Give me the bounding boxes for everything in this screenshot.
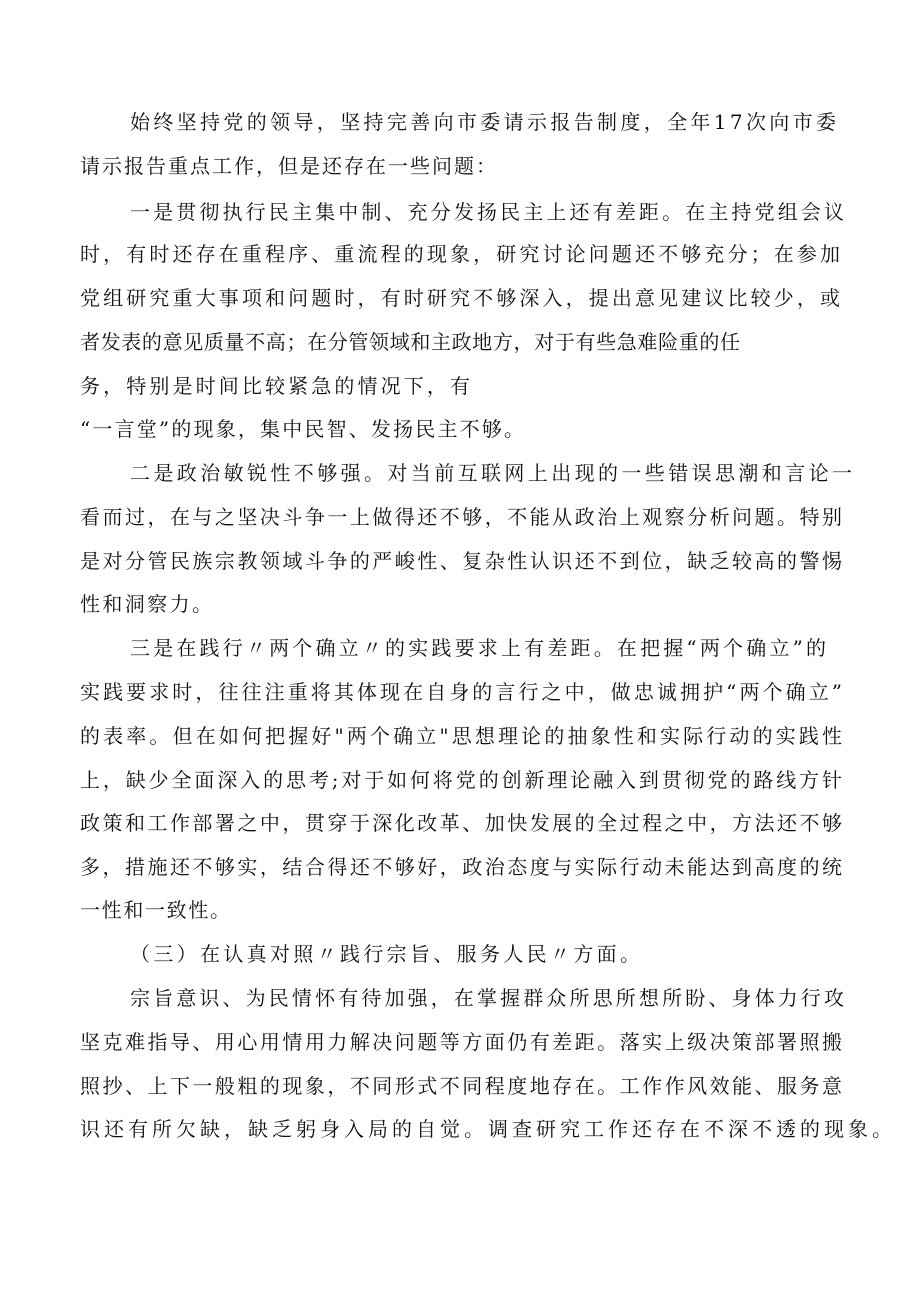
text-line: 者发表的意见质量不高；在分管领域和主政地方，对于有些急难险重的任 xyxy=(80,330,741,354)
text-line: 二是政治敏锐性不够强。对当前互联网上出现的一些错误思潮和言论一 xyxy=(130,461,856,485)
text-line: 多，措施还不够实，结合得还不够好，政治态度与实际行动未能达到高度的统 xyxy=(80,855,845,879)
text-line: 是对分管民族宗教领域斗争的严峻性、复杂性认识还不到位，缺乏较高的警惕 xyxy=(80,549,845,573)
text-line: 始终坚持党的领导，坚持完善向市委请示报告制度，全年17次向市委 xyxy=(130,110,840,134)
text-line: 一性和一致性。 xyxy=(80,898,232,922)
text-line: 党组研究重大事项和问题时，有时研究不够深入，提出意见建议比较少，或 xyxy=(80,286,844,310)
text-line: 务，特别是时间比较紧急的情况下，有 xyxy=(80,374,474,398)
text-line: 照抄、上下一般粗的现象，不同形式不同程度地存在。工作作风效能、服务意 xyxy=(80,1074,845,1098)
text-line: 看而过，在与之坚决斗争一上做得还不够，不能从政治上观察分析问题。特别 xyxy=(80,505,845,529)
text-line: 识还有所欠缺，缺乏躬身入局的自觉。调查研究工作还存在不深不透的现象。 xyxy=(80,1117,896,1141)
text-line: “一言堂”的现象，集中民智、发扬民主不够。 xyxy=(80,417,527,441)
text-line: 时，有时还存在重程序、重流程的现象，研究讨论问题还不够充分；在参加 xyxy=(80,242,844,266)
text-line: 政策和工作部署之中，贯穿于深化改革、加快发展的全过程之中，方法还不够 xyxy=(80,811,845,835)
text-line: 一是贯彻执行民主集中制、充分发扬民主上还有差距。在主持党组会议 xyxy=(130,200,848,224)
text-line: 请示报告重点工作，但是还存在一些问题： xyxy=(80,154,498,178)
text-line: 的表率。但在如何把握好"两个确立"思想理论的抽象性和实际行动的实践性 xyxy=(80,724,846,748)
text-line: 上，缺少全面深入的思考;对于如何将党的创新理论融入到贯彻党的路线方针 xyxy=(80,768,845,792)
text-line: 性和洞察力。 xyxy=(80,592,215,616)
text-line: 三是在践行〃两个确立〃的实践要求上有差距。在把握“两个确立”的 xyxy=(130,636,830,660)
text-line: 宗旨意识、为民情怀有待加强，在掌握群众所思所想所盼、身体力行攻 xyxy=(130,986,848,1010)
text-line: 坚克难指导、用心用情用力解决问题等方面仍有差距。落实上级决策部署照搬 xyxy=(80,1030,845,1054)
text-line: 实践要求时，往往注重将其体现在自身的言行之中，做忠诚拥护“两个确立” xyxy=(80,680,846,704)
text-line: （三）在认真对照〃践行宗旨、服务人民〃方面。 xyxy=(130,942,644,966)
